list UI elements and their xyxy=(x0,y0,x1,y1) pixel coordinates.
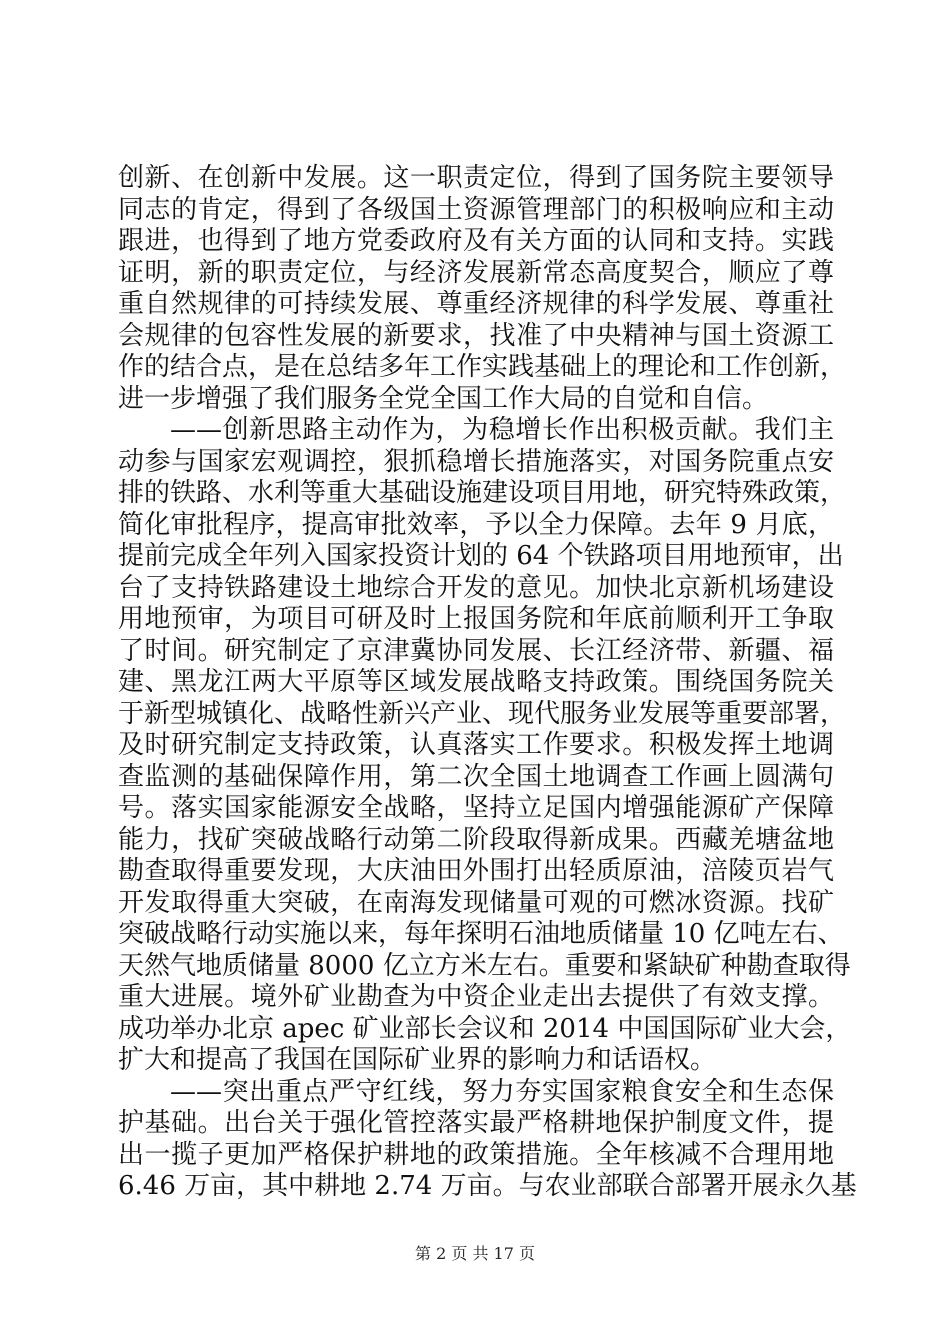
text-line: 用地预审，为项目可研及时上报国务院和年底前顺利开工争取 xyxy=(118,604,834,634)
text-line: 勘查取得重要发现，大庆油田外围打出轻质原油，涪陵页岩气 xyxy=(118,856,834,886)
text-line: 排的铁路、水利等重大基础设施建设项目用地，研究特殊政策， xyxy=(118,478,847,508)
text-line: 会规律的包容性发展的新要求，找准了中央精神与国土资源工 xyxy=(118,320,834,351)
text-line: ——突出重点严守红线，努力夯实国家粮食安全和生态保 xyxy=(170,1076,834,1107)
text-line: 重自然规律的可持续发展、尊重经济规律的科学发展、尊重社 xyxy=(118,289,834,319)
text-line: 号。落实国家能源安全战略，坚持立足国内增强能源矿产保障 xyxy=(118,793,834,823)
text-line: 提前完成全年列入国家投资计划的 64 个铁路项目用地预审，出 xyxy=(118,541,844,571)
text-line: 作的结合点，是在总结多年工作实践基础上的理论和工作创新， xyxy=(118,352,847,382)
text-line: 及时研究制定支持政策，认真落实工作要求。积极发挥土地调 xyxy=(118,730,834,760)
text-line: 出一揽子更加严格保护耕地的政策措施。全年核减不合理用地 xyxy=(118,1139,834,1170)
text-line: 简化审批程序，提高审批效率，予以全力保障。去年 9 月底， xyxy=(118,509,834,540)
page-footer: 第 2 页 共 17 页 xyxy=(415,1244,535,1263)
text-line: 台了支持铁路建设土地综合开发的意见。加快北京新机场建设 xyxy=(118,572,834,603)
text-line: 天然气地质储量 8000 亿立方米左右。重要和紧缺矿种勘查取得 xyxy=(118,950,851,981)
text-line: 6.46 万亩，其中耕地 2.74 万亩。与农业部联合部署开展永久基 xyxy=(118,1171,857,1201)
text-line: 开发取得重大突破，在南海发现储量可观的可燃冰资源。找矿 xyxy=(118,887,834,918)
text-line: 同志的肯定，得到了各级国土资源管理部门的积极响应和主动 xyxy=(118,194,834,225)
text-line: 突破战略行动实施以来，每年探明石油地质储量 10 亿吨左右、 xyxy=(118,919,844,949)
text-line: 于新型城镇化、战略性新兴产业、现代服务业发展等重要部署， xyxy=(118,698,847,729)
text-line: 证明，新的职责定位，与经济发展新常态高度契合，顺应了尊 xyxy=(118,257,834,288)
text-line: 了时间。研究制定了京津冀协同发展、长江经济带、新疆、福 xyxy=(118,635,834,666)
text-line: 进一步增强了我们服务全党全国工作大局的自觉和自信。 xyxy=(118,383,769,414)
text-line: 重大进展。境外矿业勘查为中资企业走出去提供了有效支撑。 xyxy=(118,982,834,1012)
text-line: 跟进，也得到了地方党委政府及有关方面的认同和支持。实践 xyxy=(118,226,834,256)
text-line: 扩大和提高了我国在国际矿业界的影响力和话语权。 xyxy=(118,1045,717,1075)
text-line: 创新、在创新中发展。这一职责定位，得到了国务院主要领导 xyxy=(118,163,834,193)
text-line: ——创新思路主动作为，为稳增长作出积极贡献。我们主 xyxy=(170,415,834,445)
text-line: 动参与国家宏观调控，狠抓稳增长措施落实，对国务院重点安 xyxy=(118,446,834,477)
text-line: 建、黑龙江两大平原等区域发展战略支持政策。围绕国务院关 xyxy=(118,667,834,697)
text-line: 护基础。出台关于强化管控落实最严格耕地保护制度文件，提 xyxy=(118,1108,834,1138)
document-body xyxy=(118,163,857,1203)
text-line: 成功举办北京 apec 矿业部长会议和 2014 中国国际矿业大会， xyxy=(118,1013,852,1044)
text-line: 能力，找矿突破战略行动第二阶段取得新成果。西藏羌塘盆地 xyxy=(118,824,834,855)
text-line: 查监测的基础保障作用，第二次全国土地调查工作画上圆满句 xyxy=(118,761,834,792)
